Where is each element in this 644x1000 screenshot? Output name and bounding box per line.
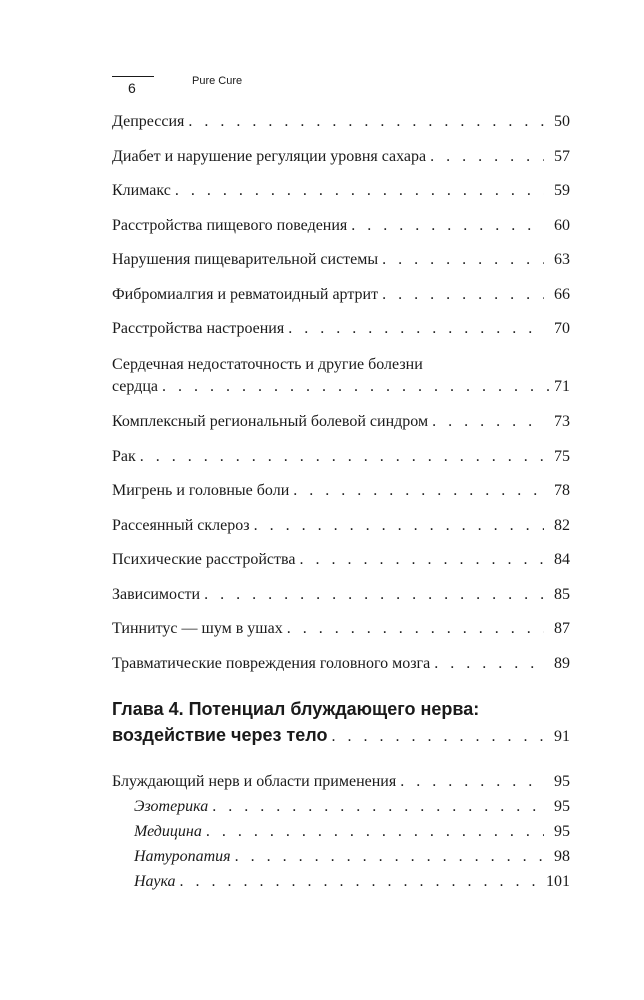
toc-entry [112,112,570,132]
toc-entry [112,354,570,398]
toc-entry-label: Расстройства пищевого поведения [112,216,348,234]
dot-leader [430,147,544,167]
running-title: Pure Cure [192,75,243,87]
toc-entry-page: 84 [554,551,570,568]
dot-leader [434,654,544,674]
toc-subsection-entry [112,822,570,842]
dot-leader [331,724,550,750]
toc-entry-page: 63 [554,251,570,268]
toc-entry-page: 85 [554,585,570,603]
page-number: 6 [128,80,136,96]
dot-leader [204,585,544,605]
toc-entry [112,147,570,167]
chapter-page: 91 [554,727,570,745]
dot-leader [293,481,544,501]
toc-entry-page: 57 [554,147,570,165]
dot-leader [162,376,550,398]
toc-entry-page: 70 [554,320,570,337]
toc-entry [112,447,570,467]
toc-subsection-label: Эзотерика [134,797,209,815]
toc-entry-page: 89 [554,654,570,672]
toc-section-label: Блуждающий нерв и области применения [112,772,397,790]
toc-subsection-label: Наука [134,872,176,890]
toc-entry-label: Диабет и нарушение регуляции уровня сахара [112,147,427,165]
toc-entry-label: Зависимости [112,585,201,603]
toc-entry-page: 71 [554,377,570,395]
toc-subsection-page: 95 [554,822,570,840]
dot-leader [382,285,544,305]
toc-entry-page: 78 [554,482,570,499]
toc-section-entry [112,772,570,792]
toc-entry-label: Мигрень и головные боли [112,482,290,499]
dot-leader [299,550,544,570]
toc-subsection-page: 95 [554,797,570,815]
toc-entry-page: 59 [554,182,570,199]
toc-entry-label: Комплексный региональный болевой синдром [112,413,429,430]
toc-subsection-entry [112,797,570,817]
chapter-heading [112,696,570,750]
toc-entry [112,654,570,674]
toc-entry [112,550,570,570]
header-rule [112,76,154,77]
toc-entry-label: Фибромиалгия и ревматоидный артрит [112,285,379,303]
toc-entry [112,285,570,305]
toc-subsection-page: 98 [554,847,570,865]
toc-entry-page: 50 [554,113,570,130]
chapter-title-line2: воздействие через тело [112,724,328,745]
toc-entry-page: 87 [554,620,570,637]
dot-leader [254,516,544,536]
dot-leader [382,250,544,270]
dot-leader [288,319,544,339]
toc-entry [112,585,570,605]
toc-subsection-label: Медицина [134,822,202,840]
dot-leader [235,847,544,867]
dot-leader [212,797,544,817]
toc-entry [112,619,570,639]
dot-leader [287,619,544,639]
toc-entry [112,250,570,270]
dot-leader [140,447,544,467]
toc-entry [112,516,570,536]
toc-subsection-page: 101 [546,872,570,890]
toc-entry-page: 60 [554,216,570,234]
toc-entry [112,216,570,236]
toc-section-page: 95 [554,772,570,790]
toc-entry [112,319,570,339]
toc-entry-label: Расстройства настроения [112,320,285,337]
toc-subsection-entry [112,847,570,867]
dot-leader [180,872,542,892]
toc-entry-label: Тиннитус — шум в ушах [112,620,283,637]
toc-entry-label: Рак [112,447,136,465]
toc-entry-label: Депрессия [112,113,185,130]
toc-entry-label: Рассеянный склероз [112,516,250,534]
toc-entry-page: 82 [554,516,570,534]
toc-entry-page: 73 [554,413,570,430]
toc-subsection-entry [112,872,570,892]
toc-entry-label: Психические расстройства [112,551,296,568]
dot-leader [351,216,544,236]
dot-leader [432,412,544,432]
chapter-title-line1: Глава 4. Потенциал блуждающего нерва: [112,698,480,719]
toc-entry [112,412,570,432]
toc-entry-page: 66 [554,285,570,303]
dot-leader [175,181,544,201]
toc-entry-label: Сердечная недостаточность и другие болезни [112,355,423,373]
toc-entry-page: 75 [554,447,570,465]
toc-entry-label: Травматические повреждения головного мозга [112,654,431,672]
toc-entry-label-continued: сердца [112,377,158,395]
toc-entry-label: Нарушения пищеварительной системы [112,251,379,268]
dot-leader [206,822,544,842]
toc-entry [112,181,570,201]
page-header [112,72,312,102]
toc-entry-label: Климакс [112,182,171,199]
dot-leader [188,112,544,132]
toc-subsection-label: Натуропатия [134,847,231,865]
table-of-contents [112,112,570,897]
toc-entry [112,481,570,501]
dot-leader [400,772,544,792]
